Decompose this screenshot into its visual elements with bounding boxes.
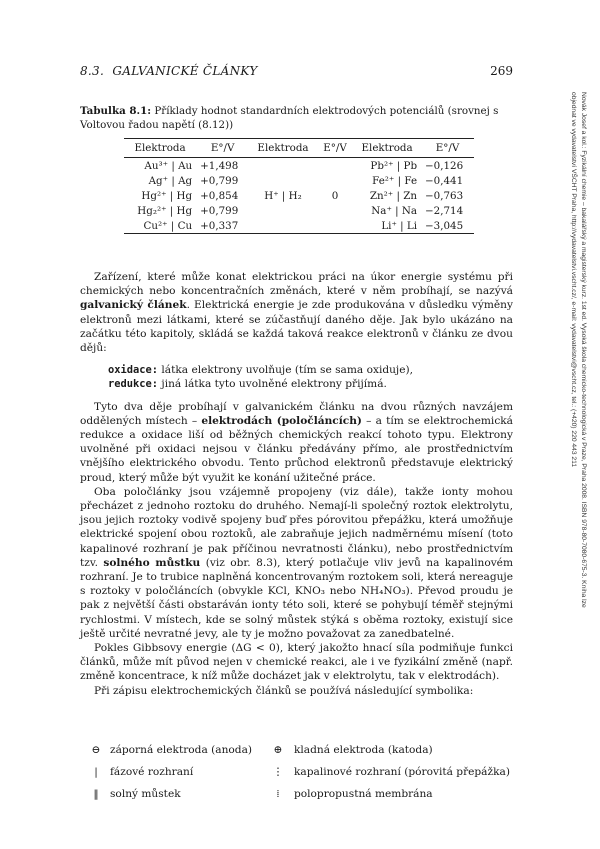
column-header: E°/V [210,142,235,154]
symbol-row [88,744,513,766]
salt-bridge-icon: ‖ [93,788,99,800]
caption-text: Příklady hodnot standardních elektrodových potenciálů (srovnej s Voltovou řadou napětí (8.12)) [80,105,499,131]
keyword: solného můstku [103,556,201,569]
text-run: (viz obr. 8.3), který potlačuje vliv jevů na kapalinovém rozhraní. Je to trubice naplněná koncentrovaným roztokem soli, která nereaguje s roztoky v poločláncích (obvykle KCl, KNO₃ nebo NH₄NO₃). Převod proudu je pak z největší části obstaráván ionty této soli, které se pohybují téměř stejnými rychlostmi. V místech, kde se solný můstek stýká s oběma roztoky, existují sice ještě určité nevratné jevy, ale ty je možno považovat za zanedbatelné. [80,556,513,640]
chapter-number: 8.3. [80,64,105,78]
running-head [80,64,513,80]
table-row [124,158,474,174]
liquid-junction-icon: ⋮ [272,766,284,778]
running-title [80,64,258,78]
electrode-cell: Zn²⁺ | Zn [369,189,418,202]
symbol-description: solný můstek [110,788,181,800]
definition-term: oxidace: [108,364,159,377]
text-run: . Elektrická energie je zde produkována v důsledku výměny elektronů mezi látkami, které se zúčastňují daného děje. Jak bylo ukázáno na začátku této kapitoly, skládá se každá taková reakce elektronů v článku ze dvou dějů: [80,299,513,355]
paragraph: Při zápisu elektrochemických článků se používá následující symbolika: [94,684,474,697]
electrode-cell: Na⁺ | Na [371,204,418,217]
body-text [80,270,513,698]
column-header: Elektroda [257,142,309,154]
column-header: Elektroda [134,142,186,154]
negative-electrode-icon: ⊖ [91,744,101,756]
membrane-icon: ⁞ [276,788,280,800]
text-run: Zařízení, které může konat elektrickou práci na úkor energie systému při chemických nebo koncentračních změnách, které v něm probíhají, se nazývá [80,271,513,298]
electrode-cell: Cu²⁺ | Cu [143,219,193,232]
potential-cell: +1,498 [200,159,239,172]
definition-term: redukce: [108,378,159,391]
electrode-cell: Hg²⁺ | Hg [141,189,193,202]
symbol-legend [88,744,513,810]
table-header-row [124,139,474,158]
symbol-row [88,766,513,788]
phase-boundary-icon: | [94,766,98,778]
symbol-description: fázové rozhraní [110,766,194,778]
positive-electrode-icon: ⊕ [273,744,283,756]
text-run: Oba poločlánky jsou vzájemně propojeny (viz dále), takže ionty mohou přecházet z jednoho roztoku do druhého. Nemají-li společný roztok elektrolytu, jsou jejich roztoky vodivě spojeny buď přes pórovitou přepážku, která umožňuje elektrické spojení obou roztoků, ale zabraňuje jejich nadměrnému mísení (toto kapalinové rozhraní je pak příčinou nevratnosti článku), nebo prostřednictvím tzv. [80,485,513,569]
text-run: Tyto dva děje probíhají v galvanickém článku na dvou různých navzájem oddělených místech – [80,400,513,427]
electrode-cell: Ag⁺ | Ag [148,174,193,187]
caption-label: Tabulka 8.1: [80,105,152,117]
column-header: E°/V [435,142,460,154]
definition-text: jiná látka tyto uvolněné elektrony přijímá. [158,378,387,391]
chapter-title: GALVANICKÉ ČLÁNKY [112,64,258,78]
potentials-table [124,138,474,234]
potential-cell: +0,337 [200,219,239,232]
page-number: 269 [490,64,513,78]
potential-cell: −3,045 [425,219,464,232]
symbol-row [88,788,513,810]
paragraph [80,400,513,485]
definition-item [94,363,513,377]
keyword: elektrodách (poločláncích) [201,414,362,427]
electrode-cell: Pb²⁺ | Pb [370,159,418,172]
keyword: galvanický článek [80,299,187,312]
symbol-description: kapalinové rozhraní (pórovitá přepážka) [294,766,510,778]
electrode-cell: Hg₂²⁺ | Hg [137,204,193,217]
potential-cell: +0,799 [200,204,239,217]
potential-cell: −2,714 [425,204,464,217]
text-run: – a tím se elektrochemická redukce a oxidace liší od běžných chemických reakcí tohoto typu. Elektrony uvolněné při oxidaci nejsou v článku předávány přímo, ale prostřednictvím vnějšího elektrického obvodu. Tento průchod elektronů představuje elektrický proud, který může být využit ke konání užitečné práce. [80,414,513,484]
electrode-cell: H⁺ | H₂ [264,189,302,202]
electrode-cell: Au³⁺ | Au [144,159,193,172]
symbol-description: polopropustná membrána [294,788,433,800]
potential-cell: −0,441 [425,174,464,187]
potential-cell: +0,799 [200,174,239,187]
column-header: Elektroda [361,142,413,154]
side-note: Novák Josef a kol.: Fyzikální chemie – bakalářský a magisterský kurz. 1st ed. Vysoká škola chemicko-technologická v Praze, Praha 2008. ISBN 978-80-7080-675-3. Kniha lze objednat ve vydavatelství VŠCHT Praha, http://vydavatelstvi.vscht.cz/, e-mail: vydavatelstvi@vscht.cz, tel.: (+420) 220 443 211 [570,92,587,608]
potential-cell: +0,854 [200,189,239,202]
symbol-description: kladná elektroda (katoda) [294,744,433,756]
definition-item [94,377,513,391]
definition-list [94,363,513,391]
potential-cell: −0,763 [425,189,464,202]
table-caption [80,104,513,132]
definition-text: látka elektrony uvolňuje (tím se sama oxiduje), [158,364,413,377]
symbol-description: záporná elektroda (anoda) [110,744,253,756]
paragraph [80,270,513,355]
electrode-cell: Fe²⁺ | Fe [372,174,418,187]
column-header: E°/V [323,142,347,154]
potential-cell: 0 [331,189,339,202]
potential-cell: −0,126 [425,159,464,172]
paragraph [80,485,513,641]
electrode-cell: Li⁺ | Li [381,219,418,232]
paragraph: Pokles Gibbsovy energie (ΔG < 0), který jakožto hnací síla podmiňuje funkci článků, může mít původ nejen v chemické reakci, ale i ve fyzikální změně (např. změně koncentrace, k níž může docházet jak v elektrolytu, tak v elektrodách). [80,642,513,683]
